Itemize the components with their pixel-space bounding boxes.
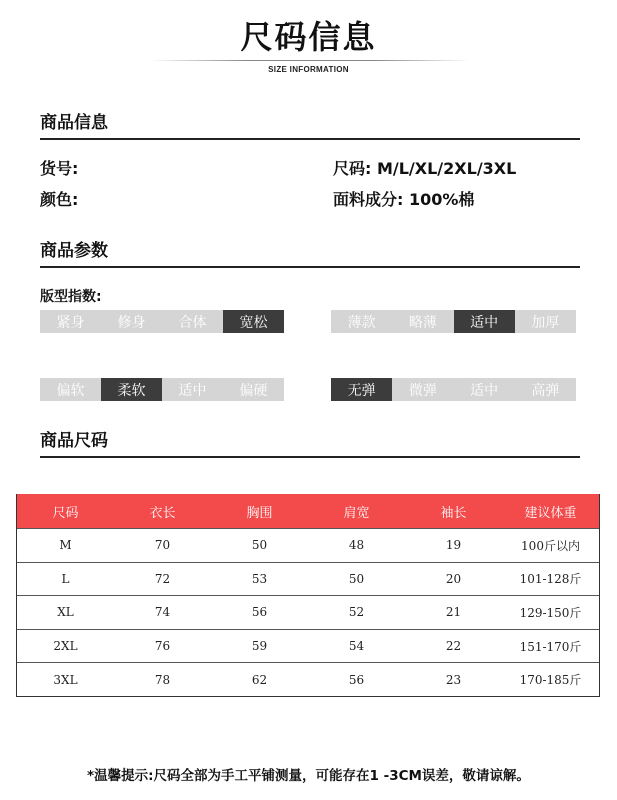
table-cell: 170-185斤: [519, 673, 582, 688]
table-row: [17, 662, 599, 696]
table-cell: 54: [348, 639, 365, 654]
table-cell: L: [61, 571, 70, 586]
table-cell: 59: [251, 639, 268, 654]
thickness-option: 适中: [454, 310, 515, 333]
color-label: 颜色:: [40, 190, 79, 209]
elasticity-option: 微弹: [392, 378, 453, 401]
table-cell: 22: [445, 639, 462, 654]
table-cell: 62: [251, 672, 268, 687]
page-title: 尺码信息: [240, 18, 377, 56]
table-cell: 70: [154, 538, 171, 553]
elasticity-option: 无弹: [331, 378, 392, 401]
table-cell: 72: [154, 571, 171, 586]
table-header-cell: 袖长: [440, 505, 467, 521]
elasticity-option: 高弹: [515, 378, 576, 401]
elasticity-option: 适中: [454, 378, 515, 401]
fit-selector: [40, 310, 284, 333]
table-row: [17, 562, 599, 596]
softness-option: 适中: [162, 378, 223, 401]
softness-option: 偏软: [40, 378, 101, 401]
table-row: [17, 595, 599, 629]
table-cell: 56: [251, 605, 268, 620]
table-row: [17, 629, 599, 663]
elasticity-selector: [331, 378, 576, 401]
footer-note: *温馨提示:尺码全部为手工平铺测量，可能存在1 -3CM误差，敬请谅解。: [87, 768, 530, 784]
size-list-label: 尺码: M/L/XL/2XL/3XL: [333, 159, 517, 178]
fit-option: 修身: [101, 310, 162, 333]
table-cell: 23: [445, 672, 462, 687]
item-number-label: 货号:: [40, 159, 79, 178]
fit-option: 合体: [162, 310, 223, 333]
softness-option: 柔软: [101, 378, 162, 401]
table-cell: 50: [251, 538, 268, 553]
table-header-cell: 尺码: [52, 505, 79, 521]
table-header-cell: 衣长: [149, 505, 176, 521]
table-cell: XL: [57, 605, 74, 620]
section-heading-size-chart: 商品尺码: [40, 426, 580, 458]
table-cell: 21: [445, 605, 462, 620]
page-subtitle: SIZE INFORMATION: [268, 65, 349, 74]
table-cell: 56: [348, 672, 365, 687]
table-cell: 52: [348, 605, 365, 620]
table-cell: M: [59, 538, 72, 553]
table-cell: 20: [445, 571, 462, 586]
table-row: [17, 528, 599, 562]
fit-option: 宽松: [223, 310, 284, 333]
table-cell: 100斤以内: [521, 538, 580, 553]
table-header-cell: 建议体重: [524, 505, 577, 521]
table-cell: 19: [445, 538, 462, 553]
table-cell: 48: [348, 538, 365, 553]
table-header-cell: 肩宽: [343, 505, 370, 521]
subtitle-divider: [150, 60, 470, 61]
table-cell: 53: [251, 571, 268, 586]
table-cell: 74: [154, 605, 171, 620]
thickness-selector: [331, 310, 576, 333]
table-cell: 50: [348, 571, 365, 586]
table-cell: 76: [154, 639, 171, 654]
table-cell: 129-150斤: [519, 605, 582, 620]
fabric-label: 面料成分: 100%棉: [333, 190, 475, 209]
section-heading-product-info: 商品信息: [40, 108, 580, 140]
softness-option: 偏硬: [223, 378, 284, 401]
table-cell: 151-170斤: [519, 639, 582, 654]
table-cell: 78: [154, 672, 171, 687]
size-table: [16, 494, 600, 697]
softness-selector: [40, 378, 284, 401]
fit-option: 紧身: [40, 310, 101, 333]
table-cell: 101-128斤: [519, 572, 582, 587]
table-header-row: [17, 494, 599, 528]
thickness-option: 略薄: [392, 310, 453, 333]
section-heading-params: 商品参数: [40, 236, 580, 268]
fit-index-label: 版型指数:: [40, 289, 102, 305]
table-cell: 2XL: [53, 639, 78, 654]
table-header-cell: 胸围: [246, 505, 273, 521]
thickness-option: 薄款: [331, 310, 392, 333]
table-cell: 3XL: [53, 672, 78, 687]
thickness-option: 加厚: [515, 310, 576, 333]
